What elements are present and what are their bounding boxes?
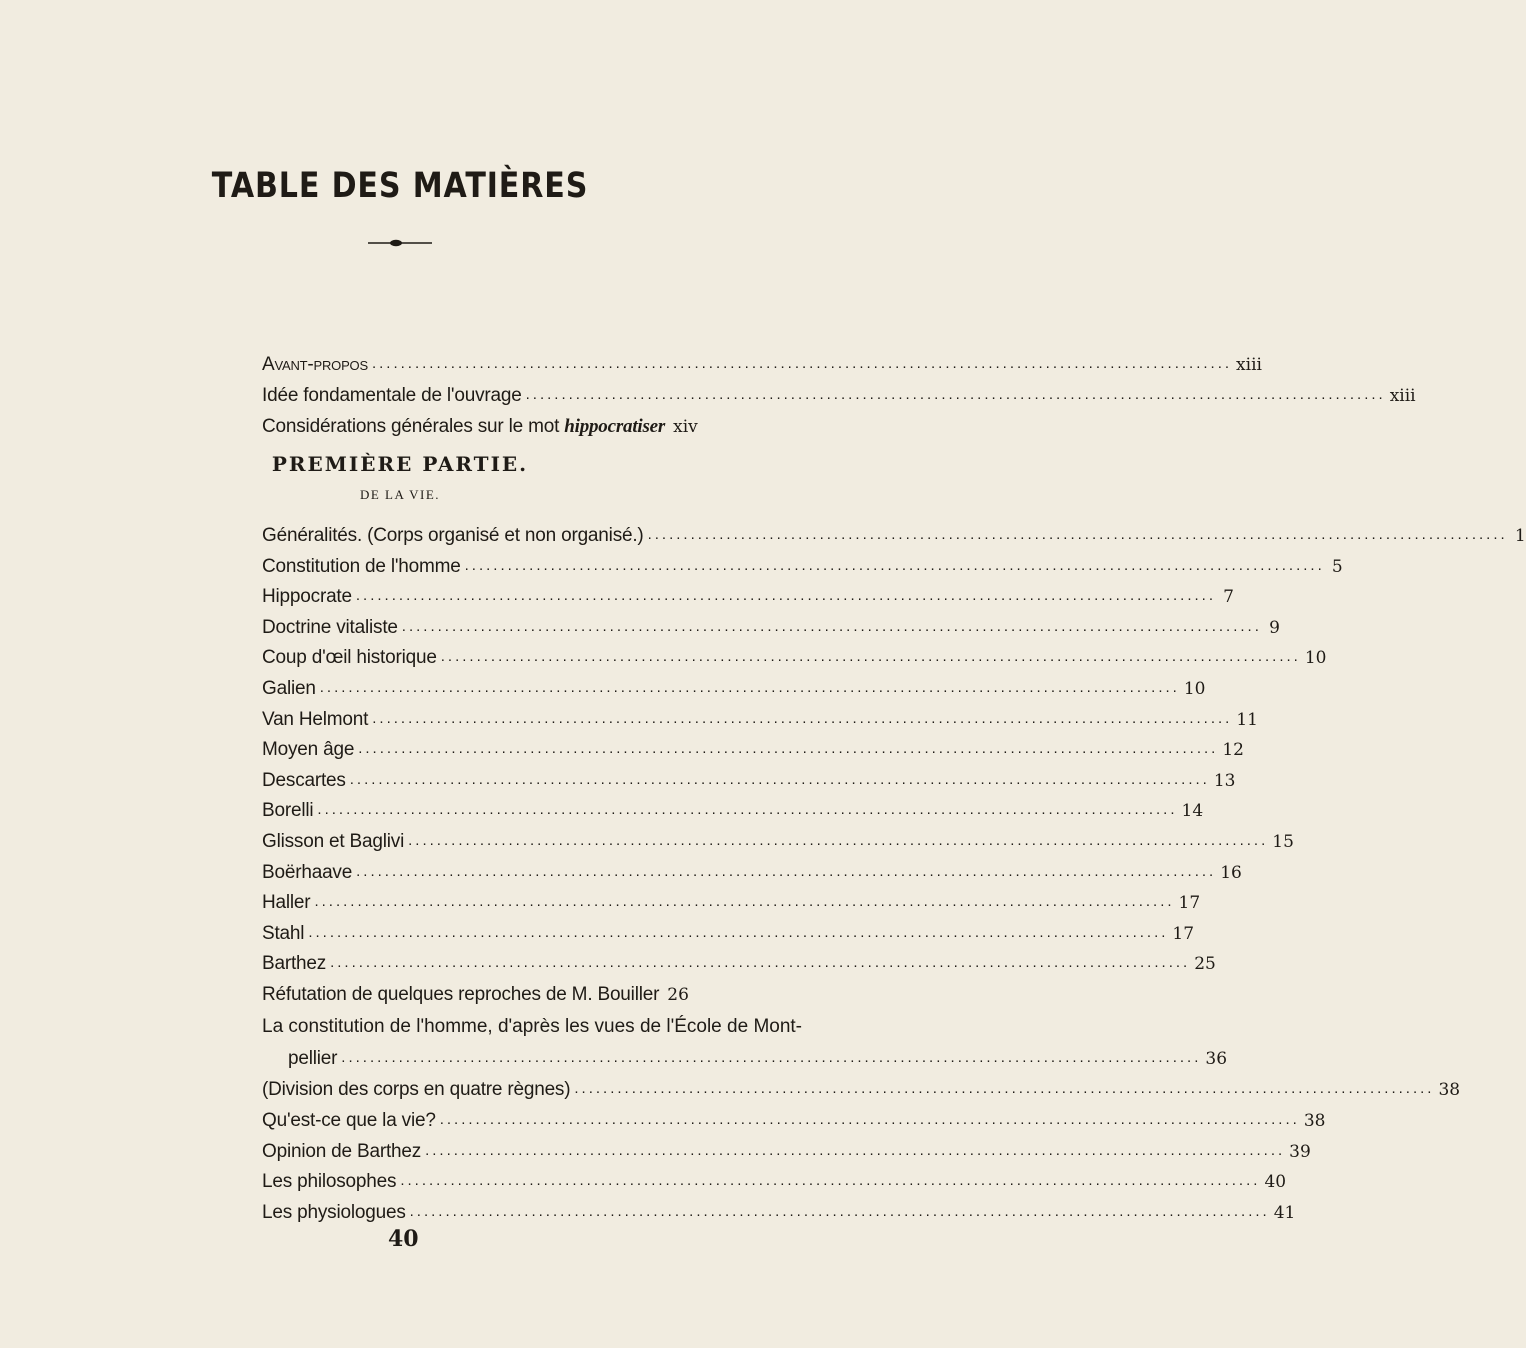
leader-dots: ........................................................................................................................	[308, 923, 1169, 941]
entry-label: Avant-propos	[262, 354, 368, 375]
entry-label: Stahl	[262, 922, 305, 944]
entry-page: 11	[1236, 709, 1258, 730]
part-subtitle: DE LA VIE.	[359, 487, 441, 502]
entry-label: Moyen âge	[262, 739, 355, 761]
entry-label: Coup d'œil historique	[262, 647, 437, 669]
toc-entry	[262, 555, 1343, 582]
leader-dots: ........................................................................................................................	[355, 587, 1216, 605]
entry-label: Les physiologues	[262, 1202, 406, 1224]
leader-dots: ........................................................................................................................	[464, 556, 1325, 574]
part-title: PREMIÈRE PARTIE.	[271, 452, 529, 476]
entry-label: Réfutation de quelques reproches de M. Bouiller	[262, 984, 660, 1005]
toc-entry	[262, 678, 1206, 704]
toc-entry	[262, 922, 1195, 949]
entry-label: Descartes	[262, 769, 346, 791]
entry-page: 15	[1272, 832, 1294, 852]
toc-entry	[262, 586, 1234, 612]
entry-page: 38	[1438, 1080, 1461, 1100]
leader-dots: ........................................................................................................................	[317, 801, 1178, 819]
entry-label: Idée fondamentale de l'ouvrage	[262, 385, 522, 406]
toc-entry	[262, 647, 1327, 673]
entry-page: 26	[667, 985, 689, 1005]
entry-label-line1: La constitution de l'homme, d'après les vues de l'École de Mont-	[262, 1016, 803, 1037]
entry-page: 1	[1514, 526, 1526, 546]
entry-page: 9	[1269, 617, 1280, 638]
footer-number: 40	[388, 1226, 419, 1252]
entry-label: Boërhaave	[262, 861, 353, 883]
entry-label: Généralités. (Corps organisé et non organisé.)	[262, 525, 644, 546]
entry-page: 39	[1289, 1141, 1311, 1162]
toc-entry	[262, 892, 1201, 918]
toc-entry	[262, 354, 1262, 380]
ornament-divider	[368, 238, 432, 248]
entry-label: Borelli	[262, 800, 314, 822]
toc-entry	[262, 1202, 1296, 1228]
entry-page: 10	[1183, 679, 1206, 699]
leader-dots: ........................................................................................................................	[372, 709, 1233, 727]
toc-entry	[262, 1079, 1461, 1105]
entry-label: Hippocrate	[262, 586, 352, 608]
leader-dots: ........................................................................................................................	[358, 740, 1219, 758]
toc-entry	[262, 800, 1204, 826]
entry-page: xiv	[673, 417, 698, 437]
entry-label: Glisson et Baglivi	[262, 831, 405, 852]
leader-dots: ........................................................................................................................	[409, 1203, 1270, 1221]
toc-entry	[262, 831, 1294, 857]
toc-entry	[262, 1140, 1311, 1167]
entry-label: Opinion de Barthez	[262, 1140, 422, 1162]
entry-page: 13	[1213, 770, 1236, 791]
leader-dots: ........................................................................................................................	[349, 770, 1210, 788]
entry-label: Haller	[262, 892, 311, 914]
leader-dots: ........................................................................................................................	[401, 617, 1262, 635]
leader-dots: ........................................................................................................................	[330, 954, 1191, 972]
toc-entry	[262, 861, 1242, 888]
entry-page: 41	[1273, 1203, 1296, 1224]
entry-label: Galien	[262, 678, 316, 699]
leader-dots: ........................................................................................................................	[400, 1172, 1261, 1190]
toc-entry	[262, 953, 1216, 979]
entry-page: xiii	[1236, 355, 1262, 375]
entry-label: Van Helmont	[262, 708, 369, 730]
entry-label-text: Considérations générales sur le mot	[262, 416, 565, 437]
leader-dots: ........................................................................................................................	[440, 648, 1301, 666]
leader-dots: ........................................................................................................................	[356, 862, 1217, 880]
entry-page: 5	[1331, 556, 1343, 577]
entry-label: Qu'est-ce que la vie?	[262, 1109, 436, 1131]
entry-page: 25	[1194, 954, 1216, 975]
entry-page: 12	[1222, 740, 1244, 761]
entry-page: 7	[1223, 587, 1234, 608]
leader-dots: ........................................................................................................................	[371, 355, 1233, 372]
entry-label: (Division des corps en quatre règnes)	[262, 1079, 571, 1100]
toc-entry	[262, 708, 1258, 735]
entry-page: 14	[1181, 801, 1204, 822]
leader-dots: ........................................................................................................................	[525, 386, 1386, 403]
toc-entry	[262, 1109, 1326, 1136]
toc-entry	[262, 984, 689, 1010]
entry-label: Doctrine vitaliste	[262, 616, 398, 638]
toc-entry	[262, 769, 1236, 796]
entry-label: Constitution de l'homme	[262, 555, 461, 577]
entry-label: pellier	[288, 1048, 338, 1069]
leader-dots: ........................................................................................................................	[314, 893, 1175, 911]
leader-dots: ........................................................................................................................	[439, 1110, 1300, 1128]
entry-page: 17	[1172, 923, 1195, 944]
toc-entry	[262, 739, 1244, 765]
entry-page: xiii	[1389, 386, 1416, 406]
toc-entry	[262, 416, 698, 442]
toc-entry	[262, 385, 1416, 411]
entry-page: 17	[1178, 893, 1201, 914]
toc-entry	[262, 1171, 1287, 1197]
leader-dots: ........................................................................................................................	[647, 526, 1508, 543]
entry-page: 10	[1304, 648, 1327, 669]
entry-page: 38	[1303, 1110, 1326, 1131]
leader-dots: ........................................................................................................................	[574, 1080, 1435, 1097]
toc-entry	[262, 525, 1526, 551]
entry-label: Barthez	[262, 953, 327, 975]
leader-dots: ........................................................................................................................	[319, 679, 1180, 696]
toc-entry	[288, 1048, 1228, 1074]
leader-dots: ........................................................................................................................	[341, 1049, 1202, 1066]
entry-page: 40	[1264, 1172, 1287, 1193]
page-title: TABLE DES MATIÈRES	[211, 166, 589, 206]
entry-label: Les philosophes	[262, 1171, 397, 1193]
entry-label-italic: hippocratiser	[564, 416, 666, 437]
toc-entry	[262, 616, 1280, 643]
entry-label	[262, 416, 665, 438]
leader-dots: ........................................................................................................................	[408, 832, 1269, 849]
entry-page: 36	[1205, 1049, 1228, 1069]
entry-page: 16	[1220, 862, 1242, 883]
leader-dots: ........................................................................................................................	[425, 1141, 1286, 1159]
